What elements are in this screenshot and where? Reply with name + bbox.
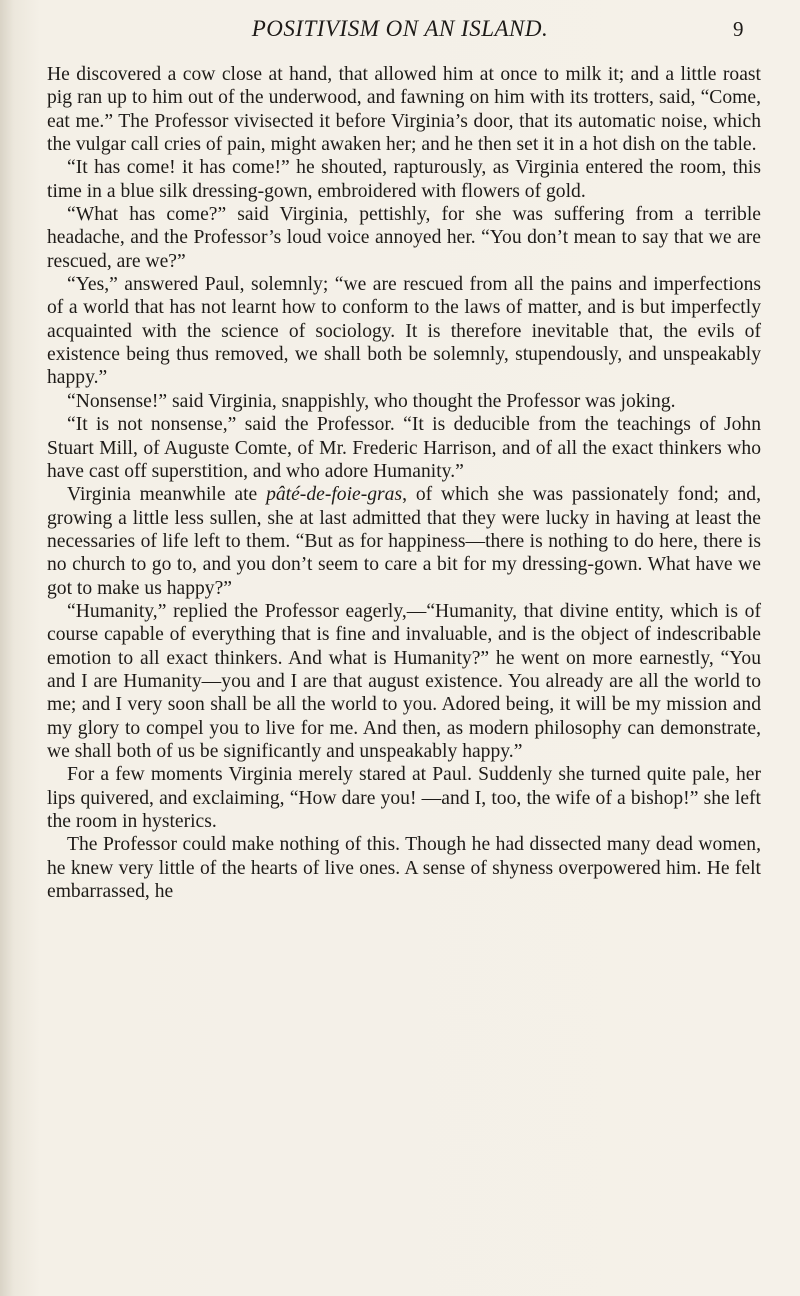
paragraph-7 xyxy=(47,483,761,600)
body-text xyxy=(47,63,761,903)
paragraph-7-end: , of which she was passionately fond; and, growing a little less sullen, she at last admitted that they were lucky in having at least the necessaries of life left to them. “But as for happiness—there is nothing to do here, there is no church to go to, and you don’t seem to care a bit for my dressing-gown. What have we got to make us happy?” xyxy=(47,484,761,599)
paragraph-6: “It is not nonsense,” said the Professor. “It is deducible from the teachings of John Stuart Mill, of Auguste Comte, of Mr. Frederic Harrison, and of all the exact thinkers who have cast off superstition, and who adore Humanity.” xyxy=(47,414,761,482)
paragraph-9: For a few moments Virginia merely stared at Paul. Suddenly she turned quite pale, her lips quivered, and exclaiming, “How dare you! —and I, too, the wife of a bishop!” she left the room in hysterics. xyxy=(47,764,761,832)
paragraph-8: “Humanity,” replied the Professor eagerly,—“Humanity, that divine entity, which is of course capable of everything that is fine and invaluable, and is the object of indescribable emotion to all exact thinkers. And what is Humanity?” he went on more earnestly, “You and I are Humanity—you and I are that august existence. You already are all the world to me; and I very soon shall be all the world to you. Adored being, it will be my mission and my glory to compel you to live for me. And then, as modern philosophy can demonstrate, we shall both of us be significantly and unspeakably happy.” xyxy=(47,600,761,762)
paragraph-7-start: Virginia meanwhile ate xyxy=(67,484,267,506)
paragraph-2: “It has come! it has come!” he shouted, rapturously, as Virginia entered the room, this time in a blue silk dressing-gown, embroidered with flowers of gold. xyxy=(47,157,761,202)
running-title: POSITIVISM ON AN ISLAND. xyxy=(251,16,549,41)
paragraph-10: The Professor could make nothing of this. Though he had dissected many dead women, he knew very little of the hearts of live ones. A sense of shyness overpowered him. He felt embarrassed, he xyxy=(47,834,761,903)
paragraph-3: “What has come?” said Virginia, pettishly, for she was suffering from a terrible headache, and the Professor’s loud voice annoyed her. “You don’t mean to say that we are rescued, are we?” xyxy=(47,204,761,272)
paragraph-1: He discovered a cow close at hand, that allowed him at once to milk it; and a little roast pig ran up to him out of the underwood, and fawning on him with its trotters, said, “Come, eat me.” The Professor vivisected it before Virginia’s door, that its automatic noise, which the vulgar call cries of pain, might awaken her; and he then set it in a hot dish on the table. xyxy=(47,64,761,156)
paragraph-4: “Yes,” answered Paul, solemnly; “we are rescued from all the pains and imperfections of a world that has not learnt how to conform to the laws of matter, and is but imperfectly acquainted with the science of sociology. It is therefore inevitable that, the evils of existence being thus removed, we shall both be solemnly, stupendously, and unspeakably happy.” xyxy=(47,274,761,389)
italic-term: pâté-de-foie-gras xyxy=(266,484,403,506)
paragraph-5: “Nonsense!” said Virginia, snappishly, who thought the Professor was joking. xyxy=(67,390,676,412)
page-number: 9 xyxy=(733,17,744,41)
